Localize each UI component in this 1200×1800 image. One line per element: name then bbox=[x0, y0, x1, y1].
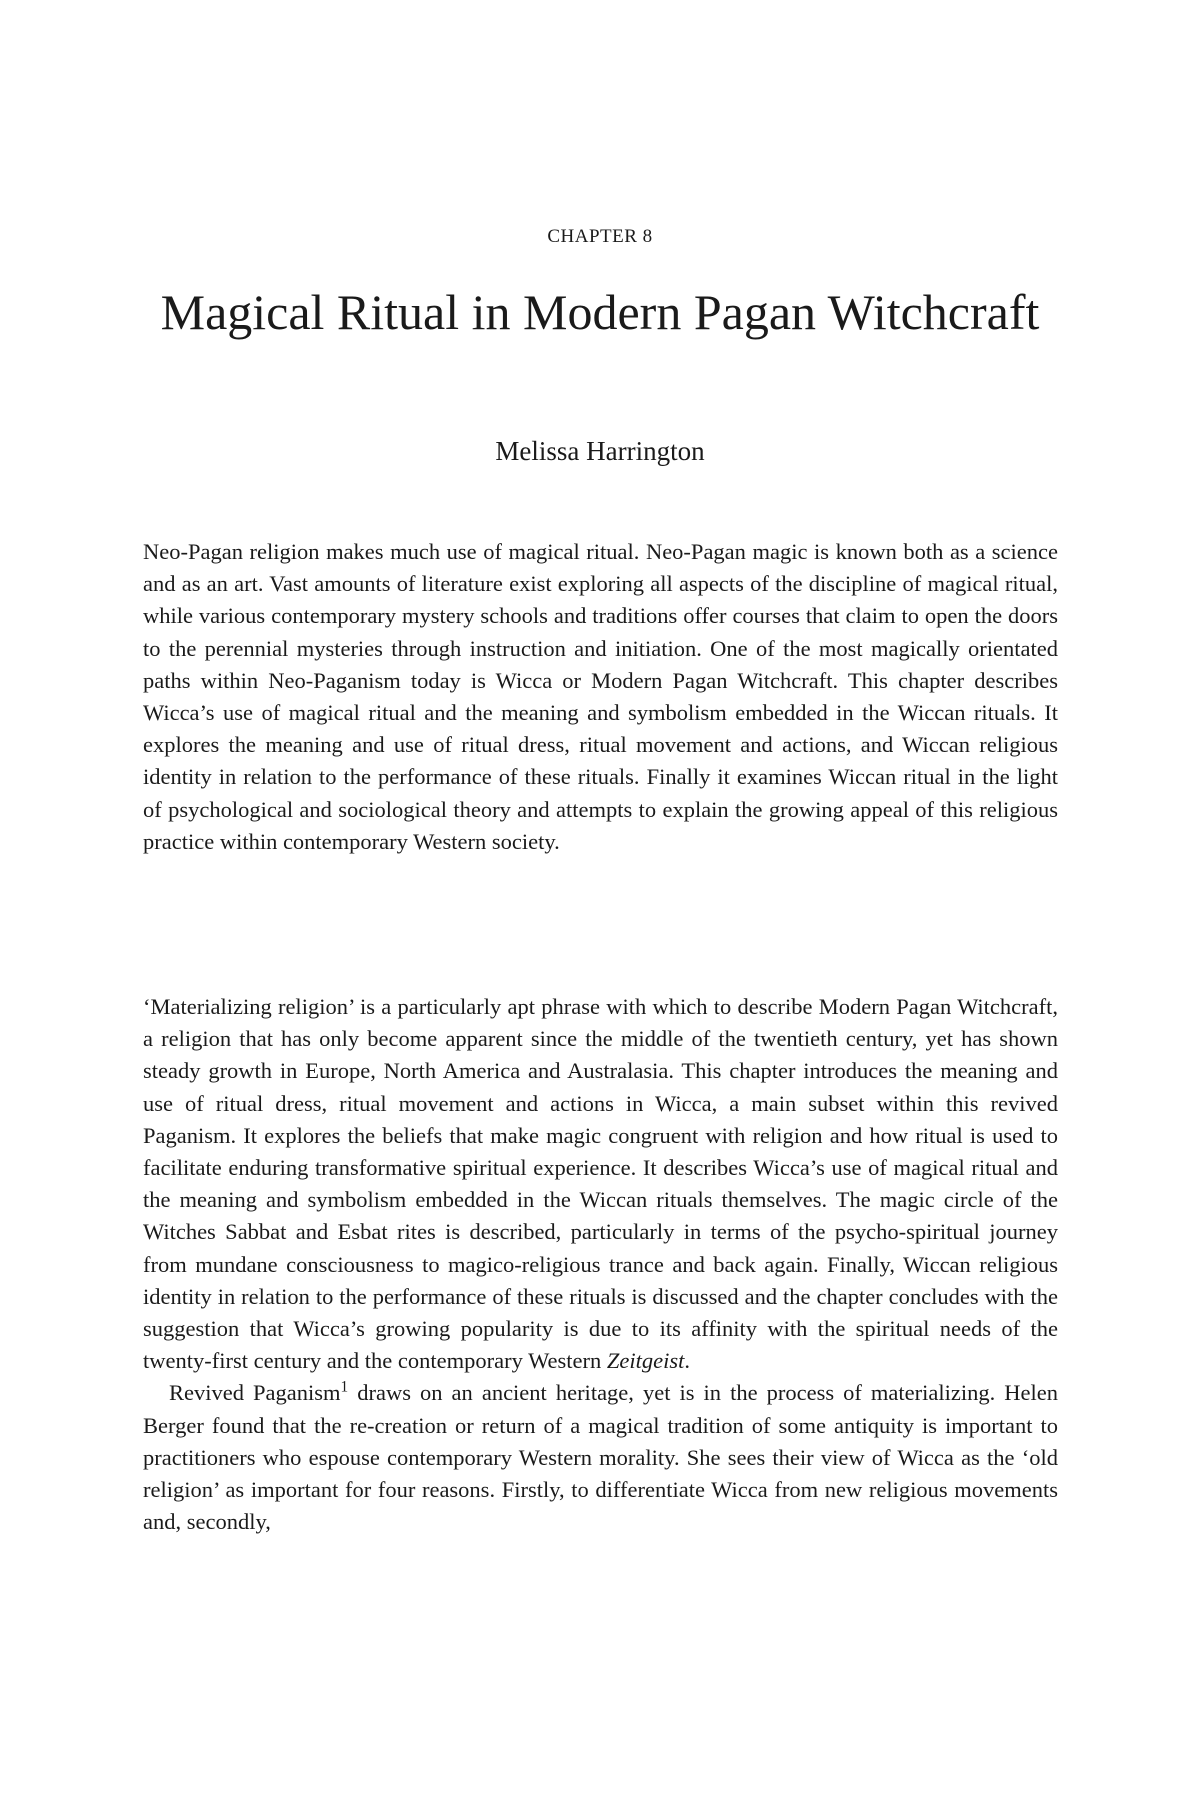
chapter-label: CHAPTER 8 bbox=[547, 226, 653, 247]
abstract-paragraph: Neo-Pagan religion makes much use of magical ritual. Neo-Pagan magic is known both as a science and as an art. Vast amounts of literature exist exploring all aspects of the discipline of magical ritual, while various contemporary mystery schools and traditions offer courses that claim to open the doors to the perennial mysteries through instruction and initiation. One of the most magically orientated paths within Neo-Paganism today is Wicca or Modern Pagan Witchcraft. This chapter describes Wicca’s use of magical ritual and the meaning and symbolism embedded in the Wiccan rituals. It explores the meaning and use of ritual dress, ritual movement and actions, and Wiccan religious identity in relation to the performance of these rituals. Finally it examines Wiccan ritual in the light of psychological and sociological theory and attempts to explain the growing appeal of this religious practice within contemporary Western society. bbox=[143, 539, 1058, 854]
body-paragraph bbox=[143, 991, 1058, 1377]
chapter-body bbox=[143, 991, 1058, 1538]
paragraph-lead: Revived Paganism bbox=[169, 1380, 341, 1406]
paragraph-end: . bbox=[684, 1348, 690, 1374]
chapter-author: Melissa Harrington bbox=[495, 436, 705, 466]
body-paragraph bbox=[143, 1377, 1058, 1538]
paragraph-text: ‘Materializing religion’ is a particularly apt phrase with which to describe Modern Pagan Witchcraft, a religion that has only become apparent since the middle of the twentieth century, yet has shown steady growth in Europe, North America and Australasia. This chapter introduces the meaning and use of ritual dress, ritual movement and actions in Wicca, a main subset within this revived Paganism. It explores the beliefs that make magic congruent with religion and how ritual is used to facilitate enduring transformative spiritual experience. It describes Wicca’s use of magical ritual and the meaning and symbolism embedded in the Wiccan rituals themselves. The magic circle of the Witches Sabbat and Esbat rites is described, particularly in terms of the psycho-spiritual journey from mundane consciousness to magico-religious trance and back again. Finally, Wiccan religious identity in relation to the performance of these rituals is discussed and the chapter concludes with the suggestion that Wicca’s growing popularity is due to its affinity with the spiritual needs of the twenty-first century and the contemporary Western bbox=[143, 994, 1058, 1374]
footnote-reference[interactable]: 1 bbox=[340, 1378, 349, 1396]
paragraph-text: draws on an ancient heritage, yet is in the process of materializing. Helen Berger found that the re-creation or return of a magical tradition of some antiquity is important to practitioners who espouse contemporary Western morality. She sees their view of Wicca as the ‘old religion’ as important for four reasons. Firstly, to differentiate Wicca from new religious movements and, secondly, bbox=[143, 1380, 1059, 1535]
chapter-title: Magical Ritual in Modern Pagan Witchcraft bbox=[160, 284, 1040, 340]
emphasis-text: Zeitgeist bbox=[606, 1348, 685, 1374]
abstract bbox=[143, 536, 1058, 858]
